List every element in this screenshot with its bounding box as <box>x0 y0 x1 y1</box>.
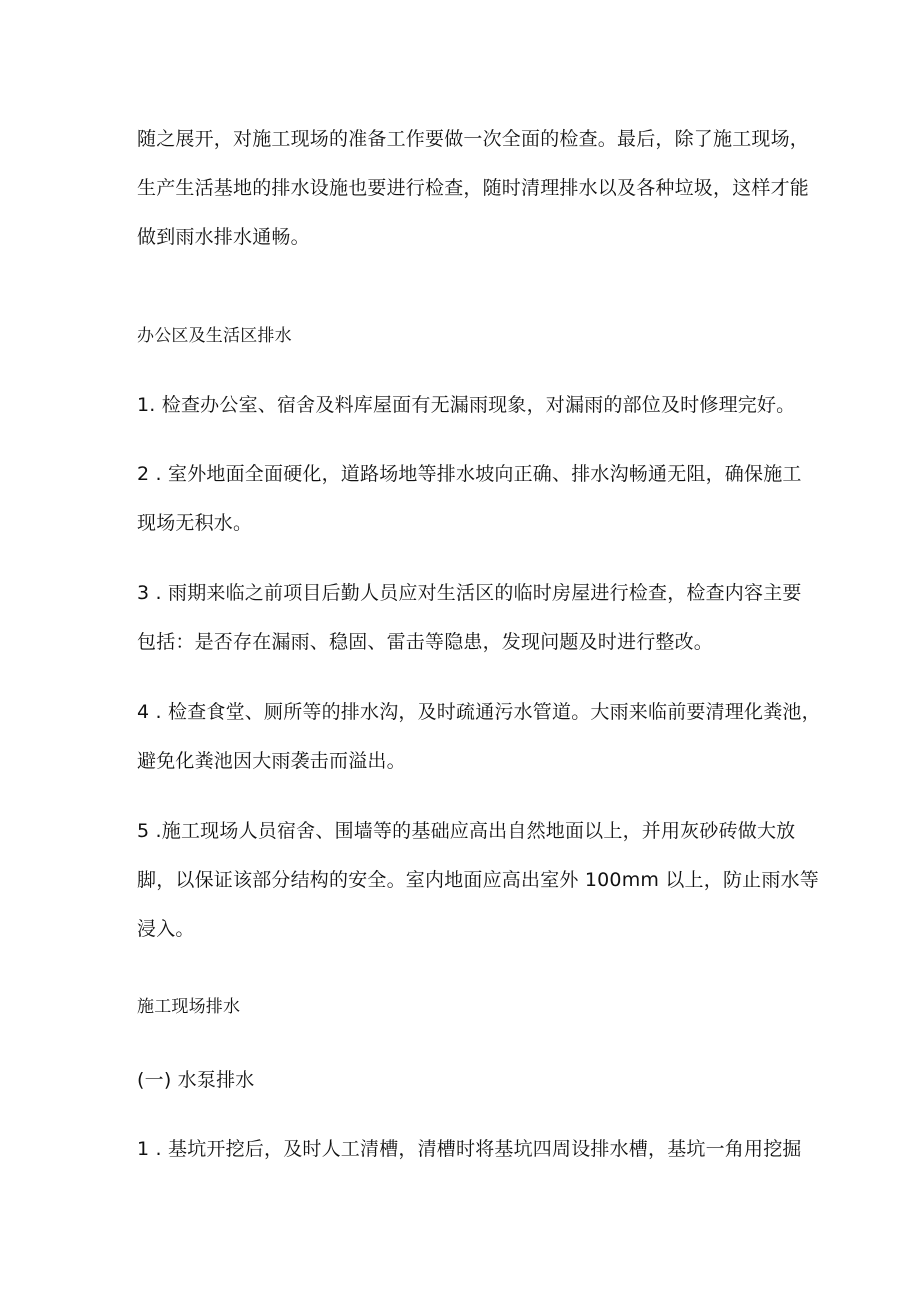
office-item-2-line-1: 2 . 室外地面全面硬化，道路场地等排水坡向正确、排水沟畅通无阻，确保施工 <box>137 463 802 485</box>
site-item-1-line-1: 1 . 基坑开挖后，及时人工清槽，清槽时将基坑四周设排水槽，基坑一角用挖掘 <box>137 1138 802 1160</box>
office-item-4-line-2: 避免化粪池因大雨袭击而溢出。 <box>137 750 406 772</box>
office-item-3-line-1: 3 . 雨期来临之前项目后勤人员应对生活区的临时房屋进行检查，检查内容主要 <box>137 582 802 604</box>
section-heading-site: 施工现场排水 <box>137 997 241 1017</box>
office-item-5-line-2: 脚，以保证该部分结构的安全。室内地面应高出室外 100mm 以上，防止雨水等 <box>137 869 819 891</box>
office-item-5-line-3: 浸入。 <box>137 918 195 940</box>
intro-line-1: 随之展开，对施工现场的准备工作要做一次全面的检查。最后，除了施工现场， <box>137 128 810 150</box>
office-item-5-line-1: 5 .施工现场人员宿舍、围墙等的基础应高出自然地面以上，并用灰砂砖做大放 <box>137 820 796 842</box>
section-heading-office: 办公区及生活区排水 <box>137 326 292 346</box>
section-subheading-pump: (一) 水泵排水 <box>137 1069 255 1091</box>
office-item-3-line-2: 包括：是否存在漏雨、稳固、雷击等隐患，发现问题及时进行整改。 <box>137 631 714 653</box>
office-item-1-line-1: 1. 检查办公室、宿舍及料库屋面有无漏雨现象，对漏雨的部位及时修理完好。 <box>137 394 796 416</box>
intro-line-3: 做到雨水排水通畅。 <box>137 226 310 248</box>
intro-line-2: 生产生活基地的排水设施也要进行检查，随时清理排水以及各种垃圾，这样才能 <box>137 177 810 199</box>
office-item-4-line-1: 4 . 检查食堂、厕所等的排水沟，及时疏通污水管道。大雨来临前要清理化粪池， <box>137 701 821 723</box>
office-item-2-line-2: 现场无积水。 <box>137 512 253 534</box>
